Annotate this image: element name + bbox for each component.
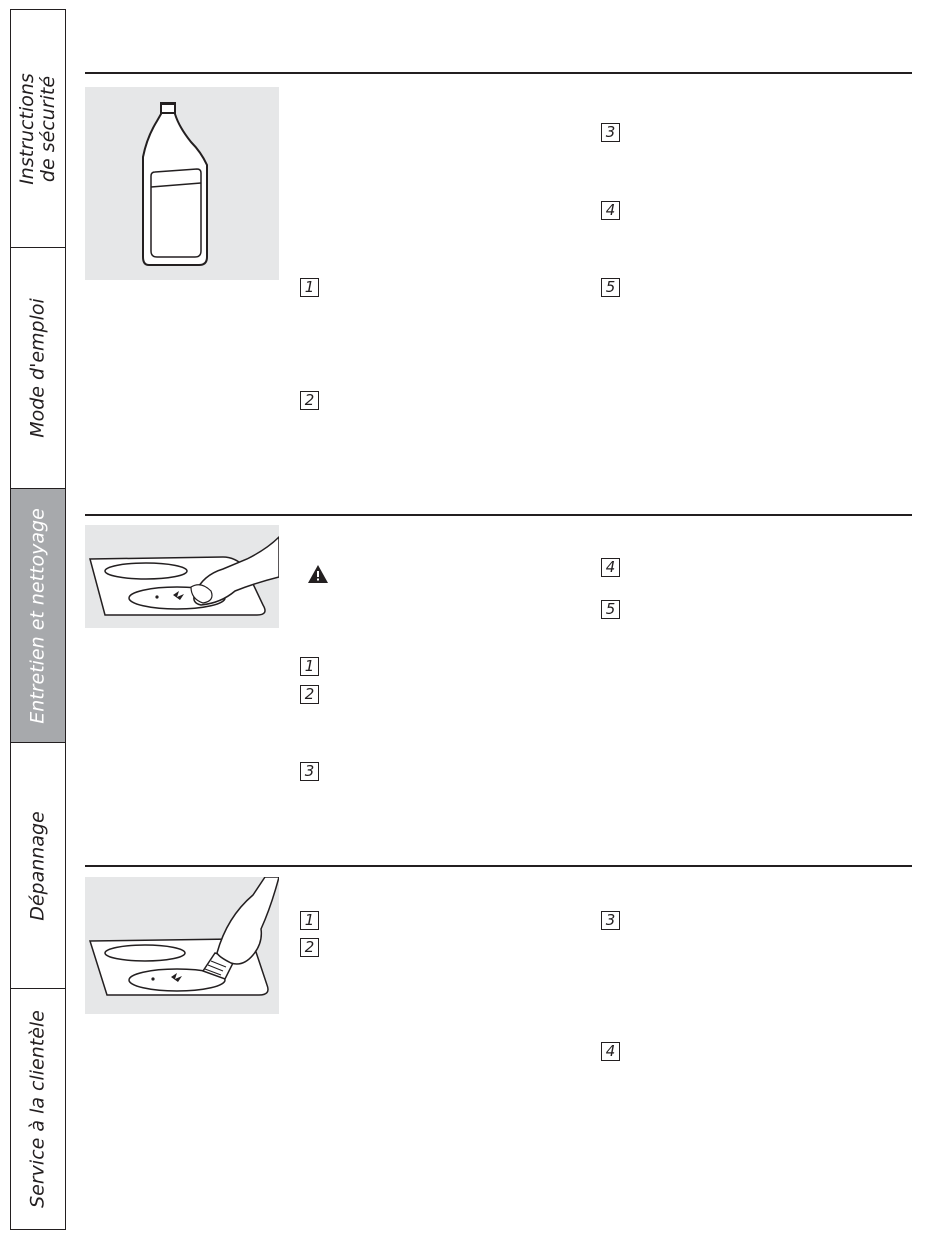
scraping-cooktop-illustration <box>85 877 279 1014</box>
step-number: 3 <box>300 762 319 781</box>
section-tabs <box>10 9 66 1230</box>
step-number: 1 <box>300 657 319 676</box>
step-number: 1 <box>300 911 319 930</box>
cleaner-bottle-icon <box>85 87 279 280</box>
step-number: 5 <box>601 600 620 619</box>
tab-service-clientele[interactable] <box>11 989 65 1229</box>
step-number: 3 <box>601 123 620 142</box>
warning-triangle-icon <box>307 564 329 584</box>
scraping-cooktop-icon <box>85 877 279 1014</box>
step-number: 5 <box>601 278 620 297</box>
cleaner-bottle-illustration <box>85 87 279 280</box>
tab-label: Dépannage <box>26 810 49 921</box>
wiping-cooktop-illustration <box>85 525 279 628</box>
step-number: 2 <box>300 685 319 704</box>
step-number: 1 <box>300 278 319 297</box>
wiping-cooktop-icon <box>85 525 279 628</box>
step-number: 2 <box>300 391 319 410</box>
tab-depannage[interactable] <box>11 743 65 989</box>
tab-label: Instructions de sécurité <box>16 72 59 185</box>
tab-label: Mode d'emploi <box>26 298 49 438</box>
tab-instructions-securite[interactable] <box>11 10 65 248</box>
section-divider <box>85 865 912 867</box>
tab-label: Entretien et nettoyage <box>26 507 49 724</box>
step-number: 2 <box>300 938 319 957</box>
step-number: 4 <box>601 201 620 220</box>
section-divider <box>85 72 912 74</box>
step-number: 4 <box>601 1042 620 1061</box>
tab-mode-emploi[interactable] <box>11 248 65 489</box>
tab-entretien-nettoyage[interactable] <box>11 489 65 743</box>
section-divider <box>85 514 912 516</box>
step-number: 4 <box>601 558 620 577</box>
tab-label: Service à la clientèle <box>26 1010 49 1208</box>
step-number: 3 <box>601 911 620 930</box>
